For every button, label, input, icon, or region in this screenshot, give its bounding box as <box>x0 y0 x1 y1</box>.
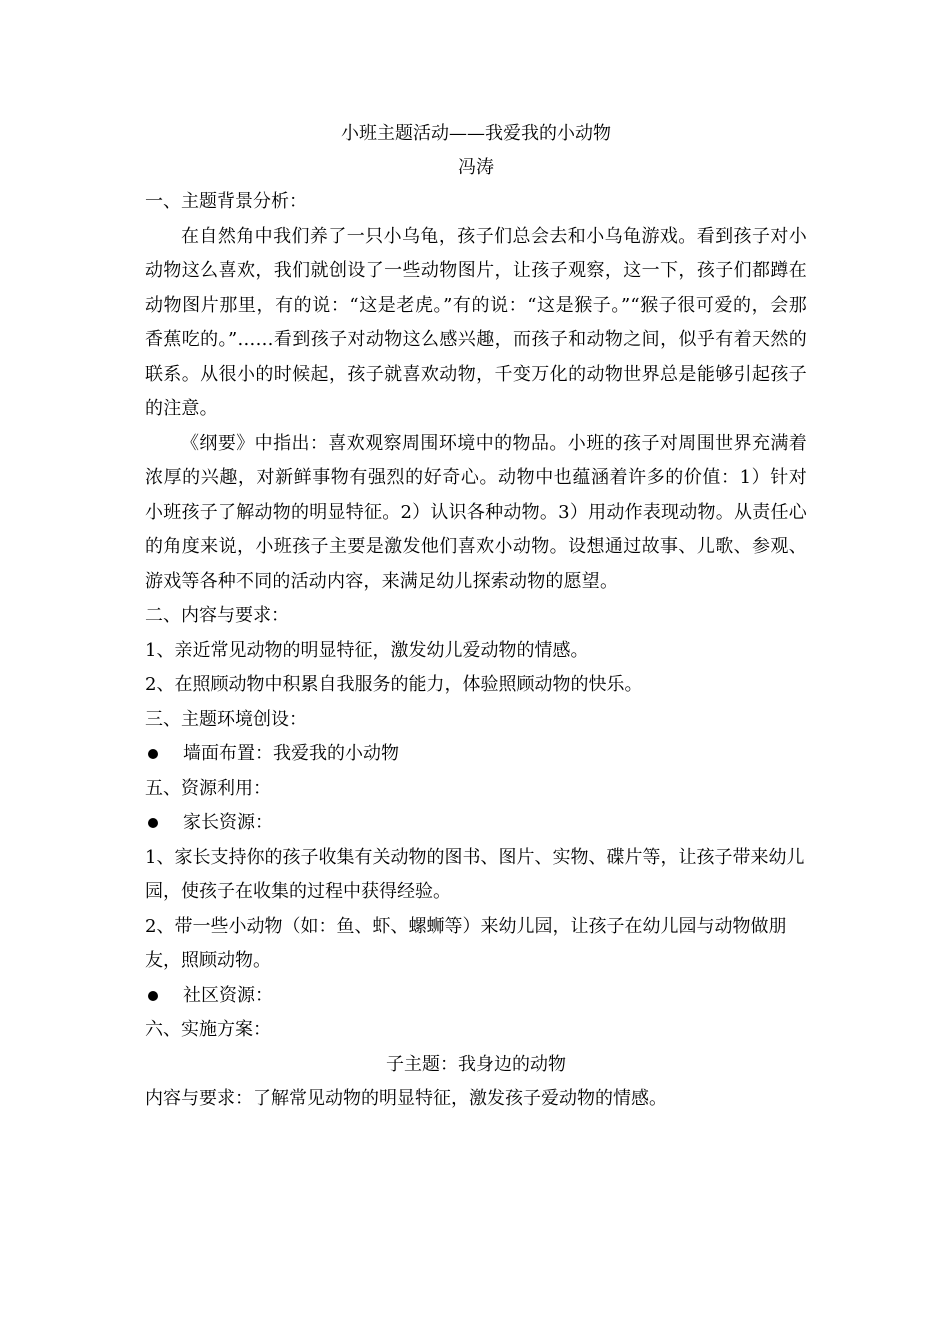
document-title: 小班主题活动——我爱我的小动物 <box>341 123 611 144</box>
bullet-icon <box>148 991 158 1001</box>
environment-bullet <box>145 737 807 772</box>
content-item-2: 2、在照顾动物中积累自我服务的能力，体验照顾动物的快乐。 <box>145 674 643 695</box>
content-item-1: 1、亲近常见动物的明显特征，激发幼儿爱动物的情感。 <box>145 639 589 661</box>
subtheme-title: 子主题：我身边的动物 <box>386 1053 566 1075</box>
section-heading-resources: 五、资源利用： <box>145 777 271 799</box>
bullet-icon <box>148 818 158 828</box>
parent-resources-bullet <box>145 806 807 841</box>
parent-resources-text: 家长资源： <box>183 812 273 833</box>
community-resources-bullet <box>145 979 807 1014</box>
environment-bullet-text: 墙面布置：我爱我的小动物 <box>183 743 399 764</box>
subtheme-requirement: 内容与要求：了解常见动物的明显特征，激发孩子爱动物的情感。 <box>145 1088 667 1109</box>
bullet-icon <box>148 749 158 759</box>
section-heading-implementation: 六、实施方案： <box>145 1019 271 1040</box>
resource-item-1: 1、家长支持你的孩子收集有关动物的图书、图片、实物、碟片等，让孩子带来幼儿园，使孩子在收集的过程中获得经验。 <box>145 846 805 902</box>
resource-item-2: 2、带一些小动物（如：鱼、虾、螺蛳等）来幼儿园，让孩子在幼儿园与动物做朋友，照顾动物。 <box>145 915 787 971</box>
section-heading-content: 二、内容与要求： <box>145 605 289 626</box>
document-author: 冯涛 <box>458 157 494 178</box>
background-paragraph-1: 在自然角中我们养了一只小乌龟，孩子们总会去和小乌龟游戏。看到孩子对小动物这么喜欢，我们就创设了一些动物图片，让孩子观察，这一下，孩子们都蹲在动物图片那里，有的说：“这是老虎。”有的说：“这是猴子。”“猴子很可爱的，会那香蕉吃的。”……看到孩子对动物这么感兴趣，而孩子和动物之间，似乎有着天然的联系。从很小的时候起，孩子就喜欢动物，千变万化的动物世界总是能够引起孩子的注意。 <box>145 225 807 419</box>
community-resources-text: 社区资源： <box>183 984 273 1006</box>
background-paragraph-2: 《纲要》中指出：喜欢观察周围环境中的物品。小班的孩子对周围世界充满着浓厚的兴趣，对新鲜事物有强烈的好奇心。动物中也蕴涵着许多的价值：1）针对小班孩子了解动物的明显特征。2）认识各种动物。3）用动作表现动物。从责任心的角度来说，小班孩子主要是激发他们喜欢小动物。设想通过故事、儿歌、参观、游戏等各种不同的活动内容，来满足幼儿探索动物的愿望。 <box>145 432 807 592</box>
section-heading-background: 一、主题背景分析： <box>145 191 307 212</box>
section-heading-environment: 三、主题环境创设： <box>145 708 307 730</box>
document-body <box>145 117 807 1117</box>
